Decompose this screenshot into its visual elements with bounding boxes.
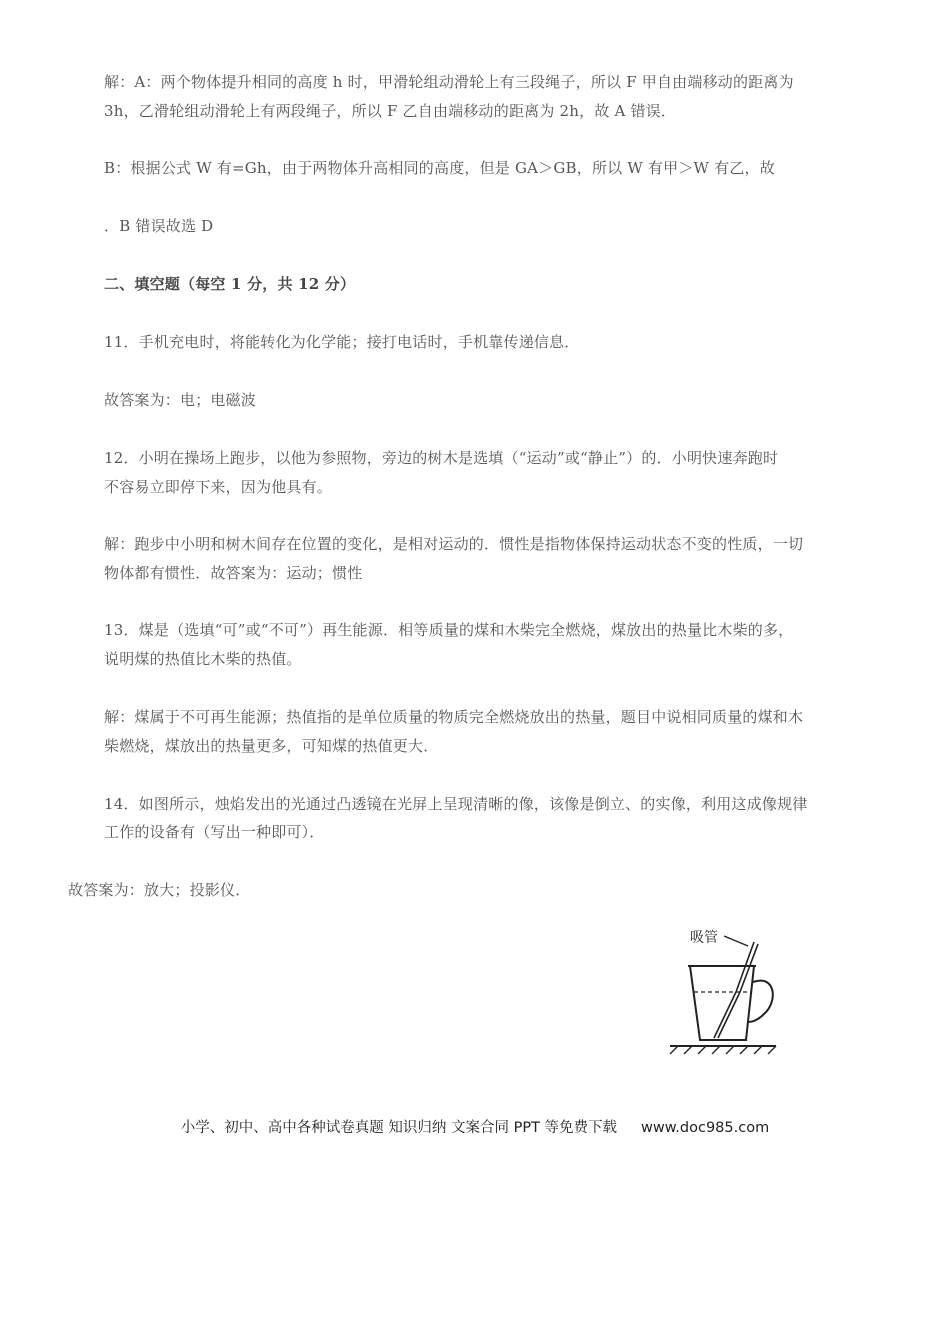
straw-below-water-edge <box>718 992 740 1038</box>
label-leader-line <box>724 936 748 946</box>
straw-label: 吸管 <box>690 930 718 946</box>
question-13-line-2: 说明煤的热值比木柴的热值。 <box>104 650 302 668</box>
cup-straw-figure <box>664 922 788 1062</box>
question-12-solution-line-1: 解：跑步中小明和树木间存在位置的变化，是相对运动的．惯性是指物体保持运动状态不变的性质，一切 <box>104 535 804 553</box>
question-12-line-1: 12．小明在操场上跑步，以他为参照物，旁边的树木是选填（“运动”或“静止”）的．小明快速奔跑时 <box>104 449 779 467</box>
section-2-heading: 二、填空题（每空 1 分，共 12 分） <box>104 275 356 293</box>
question-14-line-1: 14．如图所示，烛焰发出的光通过凸透镜在光屏上呈现清晰的像，该像是倒立、的实像，利用这成像规律 <box>104 795 808 813</box>
question-14-line-2: 工作的设备有（写出一种即可）． <box>104 823 325 841</box>
question-12-line-2: 不容易立即停下来，因为他具有。 <box>104 478 333 496</box>
question-11: 11．手机充电时，将能转化为化学能；接打电话时，手机靠传递信息． <box>104 333 580 351</box>
solution-10-part-a-line-2: 3h，乙滑轮组动滑轮上有两段绳子，所以 F 乙自由端移动的距离为 2h，故 A 错误． <box>104 102 677 120</box>
question-11-answer: 故答案为：电；电磁波 <box>104 391 257 409</box>
question-13-line-1: 13．煤是（选填“可”或“不可”）再生能源．相等质量的煤和木柴完全燃烧，煤放出的热量比木柴的多， <box>104 621 794 639</box>
footer-banner <box>0 1116 950 1137</box>
solution-10-part-a-line-1: 解：A：两个物体提升相同的高度 h 时，甲滑轮组动滑轮上有三段绳子，所以 F 甲自由端移动的距离为 <box>104 73 794 91</box>
straw-below-water <box>714 992 736 1038</box>
straw-above-water-edge <box>740 944 758 992</box>
footer-text: 小学、初中、高中各种试卷真题 知识归纳 文案合同 PPT 等免费下载 <box>180 1120 618 1136</box>
question-13-solution-line-2: 柴燃烧，煤放出的热量更多，可知煤的热值更大． <box>104 737 439 755</box>
question-14-answer: 故答案为：放大；投影仪． <box>68 881 251 899</box>
solution-10-part-b: B：根据公式 W 有=Gh，由于两物体升高相同的高度，但是 GA＞GB，所以 W 有甲＞W 有乙，故 <box>104 159 775 177</box>
cup-straw-diagram <box>664 922 788 1062</box>
solution-10-conclusion: ．B 错误故选 D <box>104 217 214 235</box>
table-hatching <box>670 1046 776 1054</box>
question-12-solution-line-2: 物体都有惯性．故答案为：运动；惯性 <box>104 564 363 582</box>
question-13-solution-line-1: 解：煤属于不可再生能源；热值指的是单位质量的物质完全燃烧放出的热量，题目中说相同质量的煤和木 <box>104 708 804 726</box>
footer-url[interactable]: www.doc985.com <box>641 1120 770 1136</box>
